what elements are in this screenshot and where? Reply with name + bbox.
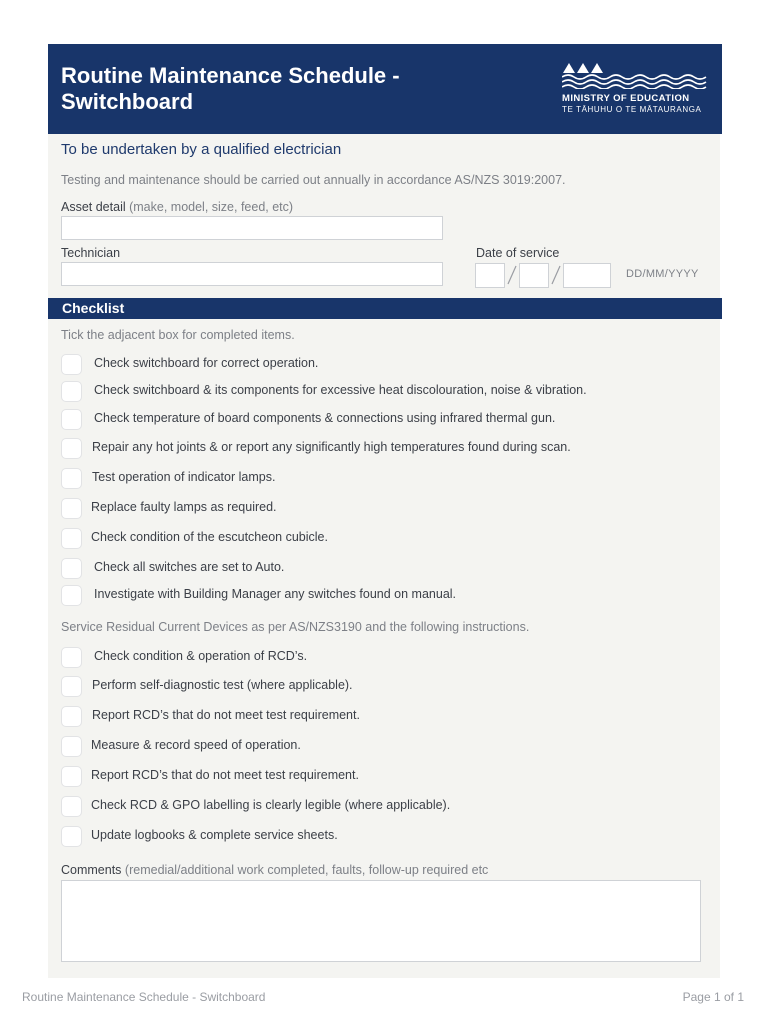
checkbox[interactable] <box>61 468 82 489</box>
rcd-item-label: Update logbooks & complete service sheets. <box>91 828 338 842</box>
checklist-instruction: Tick the adjacent box for completed items. <box>61 328 295 342</box>
rcd-item <box>61 736 711 758</box>
checklist-item-label: Check all switches are set to Auto. <box>94 560 285 574</box>
checkbox[interactable] <box>61 528 82 549</box>
date-separator-icon <box>549 264 563 286</box>
comments-field[interactable] <box>61 880 701 962</box>
checklist-item <box>61 558 711 580</box>
checkbox[interactable] <box>61 585 82 606</box>
footer-page-number: Page 1 of 1 <box>682 990 744 1004</box>
rcd-item <box>61 706 711 728</box>
checklist-item <box>61 528 711 550</box>
checkbox[interactable] <box>61 381 82 402</box>
checklist-item <box>61 438 711 460</box>
date-month-field[interactable] <box>519 263 549 288</box>
logo-text-maori: TE TĀHUHU O TE MĀTAURANGA <box>562 105 702 114</box>
footer-document-title: Routine Maintenance Schedule - Switchboard <box>22 990 266 1004</box>
rcd-item-label: Report RCD’s that do not meet test requirement. <box>91 768 359 782</box>
rcd-item-label: Measure & record speed of operation. <box>91 738 301 752</box>
checklist-item-label: Check switchboard for correct operation. <box>94 356 319 370</box>
intro-text: Testing and maintenance should be carried out annually in accordance AS/NZS 3019:2007. <box>61 173 566 187</box>
rcd-item-label: Check condition & operation of RCD’s. <box>94 649 308 663</box>
checkbox[interactable] <box>61 826 82 847</box>
logo-mountains-waves-icon <box>562 61 708 89</box>
checkbox[interactable] <box>61 354 82 375</box>
checkbox[interactable] <box>61 736 82 757</box>
date-year-field[interactable] <box>563 263 611 288</box>
technician-field[interactable] <box>61 262 443 286</box>
checklist-item <box>61 498 711 520</box>
checkbox[interactable] <box>61 409 82 430</box>
date-day-field[interactable] <box>475 263 505 288</box>
asset-detail-label <box>61 200 293 214</box>
checklist-item <box>61 585 711 607</box>
checkbox[interactable] <box>61 796 82 817</box>
comments-label <box>61 863 488 877</box>
comments-hint: (remedial/additional work completed, faults, follow-up required etc <box>124 863 489 877</box>
asset-detail-label-text: Asset detail <box>61 200 126 214</box>
form-title: Routine Maintenance Schedule - Switchboard <box>61 63 400 114</box>
asset-detail-field[interactable] <box>61 216 443 240</box>
checkbox[interactable] <box>61 706 82 727</box>
checklist-item-label: Test operation of indicator lamps. <box>92 470 276 484</box>
rcd-item <box>61 676 711 698</box>
checkbox[interactable] <box>61 558 82 579</box>
rcd-item <box>61 766 711 788</box>
comments-label-text: Comments <box>61 863 122 877</box>
rcd-item <box>61 796 711 818</box>
rcd-item-label: Perform self-diagnostic test (where applicable). <box>92 678 353 692</box>
checkbox[interactable] <box>61 766 82 787</box>
checklist-item <box>61 468 711 490</box>
date-separator-icon <box>505 264 519 286</box>
form-header <box>48 44 722 134</box>
rcd-item-label: Check RCD & GPO labelling is clearly legible (where applicable). <box>91 798 451 812</box>
form-sheet <box>48 44 720 978</box>
form-subtitle: To be undertaken by a qualified electrician <box>61 141 342 158</box>
checkbox[interactable] <box>61 676 82 697</box>
checklist-item <box>61 409 711 431</box>
checklist-item <box>61 381 711 403</box>
checkbox[interactable] <box>61 647 82 668</box>
checkbox[interactable] <box>61 498 82 519</box>
rcd-instruction: Service Residual Current Devices as per AS/NZS3190 and the following instructions. <box>61 620 530 634</box>
rcd-item-label: Report RCD’s that do not meet test requirement. <box>92 708 360 722</box>
checklist-item-label: Replace faulty lamps as required. <box>91 500 277 514</box>
date-of-service-label: Date of service <box>476 246 560 260</box>
checklist-item-label: Check temperature of board components & connections using infrared thermal gun. <box>94 411 556 425</box>
checklist-heading-band <box>48 298 722 319</box>
checkbox[interactable] <box>61 438 82 459</box>
asset-detail-hint: (make, model, size, feed, etc) <box>129 200 294 214</box>
checklist-item-label: Check switchboard & its components for excessive heat discolouration, noise & vibration. <box>94 383 587 397</box>
checklist-item-label: Investigate with Building Manager any switches found on manual. <box>94 587 457 601</box>
rcd-item <box>61 826 711 848</box>
checklist-item-label: Repair any hot joints & or report any significantly high temperatures found during scan. <box>92 440 571 454</box>
logo-text-english: MINISTRY OF EDUCATION <box>562 93 690 104</box>
checklist-item-label: Check condition of the escutcheon cubicle. <box>91 530 328 544</box>
rcd-item <box>61 647 711 669</box>
technician-label: Technician <box>61 246 121 260</box>
ministry-logo <box>562 61 712 119</box>
date-format-hint: DD/MM/YYYY <box>626 268 699 280</box>
checklist-item <box>61 354 711 376</box>
checklist-heading: Checklist <box>62 300 125 316</box>
